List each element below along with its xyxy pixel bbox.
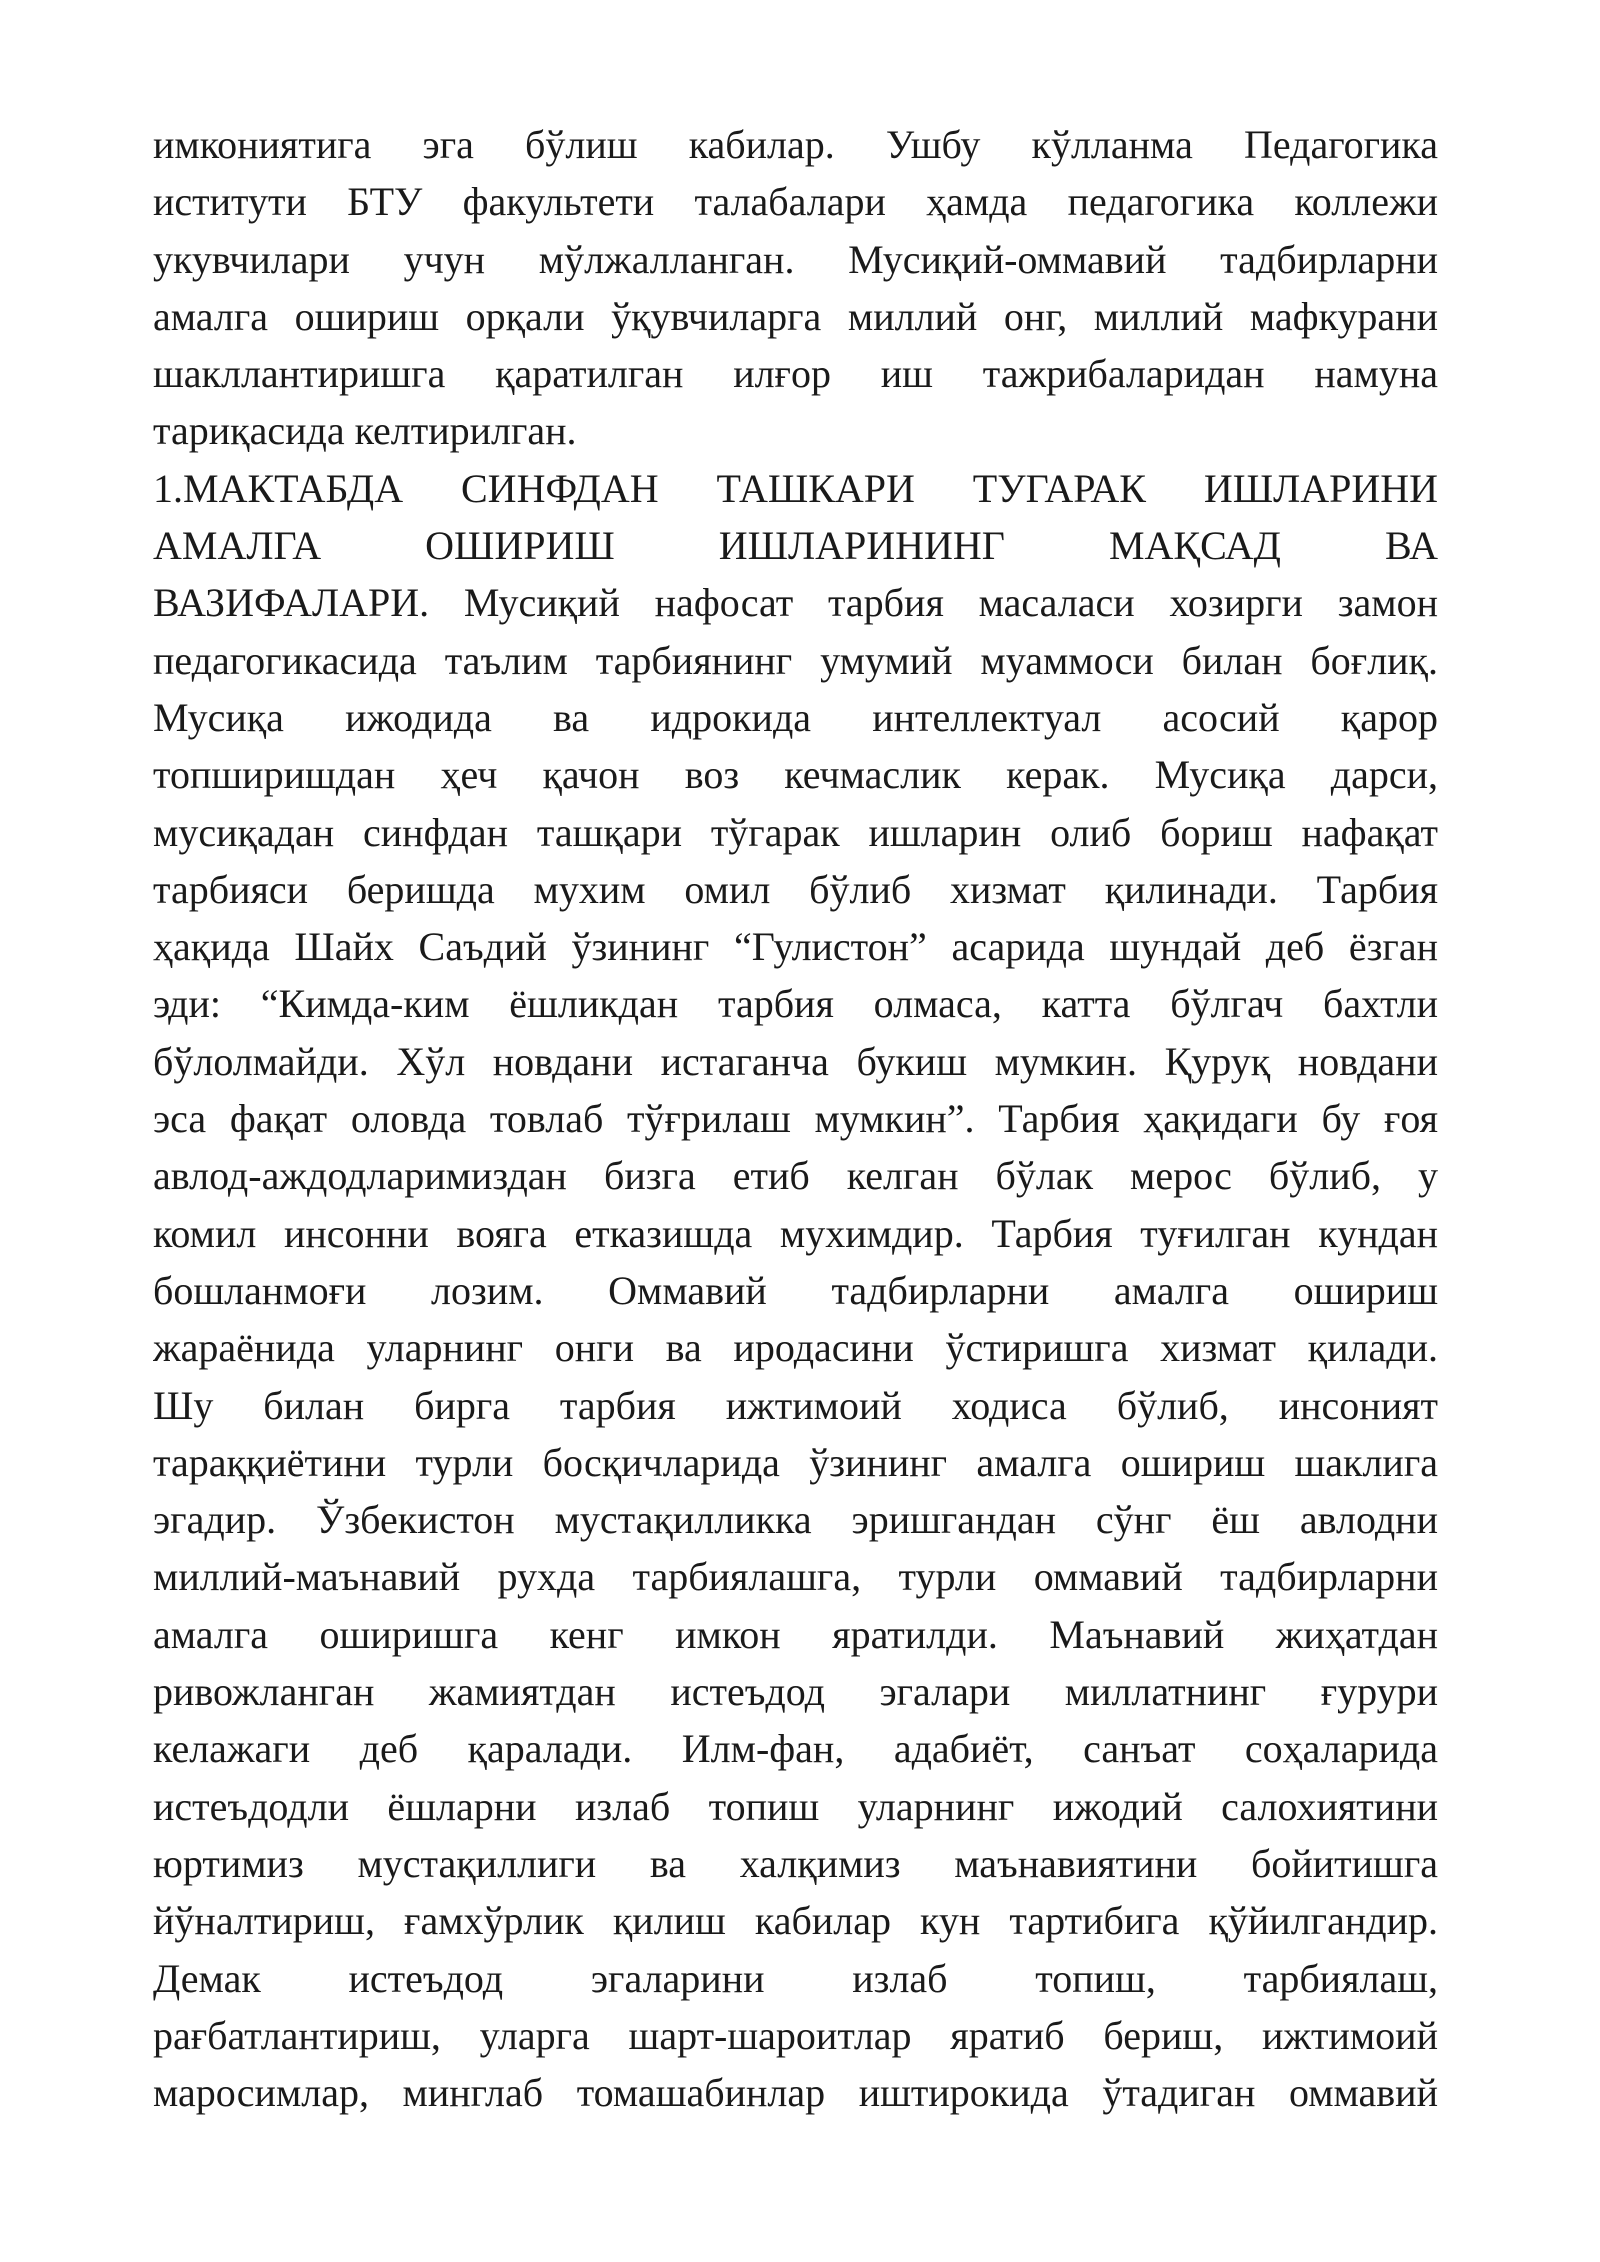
section-heading-line: 1.МАКТАБДА СИНФДАН ТАШКАРИ ТУГАРАК ИШЛАРИНИ: [153, 465, 1438, 511]
text-line: йўналтириш, ғамхўрлик қилиш кабилар кун тартибига қўйилгандир.: [153, 1898, 1438, 1944]
text-line: Шу билан бирга тарбия ижтимоий ходиса бўлиб, инсоният: [153, 1382, 1438, 1428]
text-line: авлод-аждодларимиздан бизга етиб келган бўлак мерос бўлиб, у: [153, 1153, 1438, 1199]
text-line: укувчилари учун мўлжалланган. Мусиқий-оммавий тадбирларни: [153, 236, 1438, 282]
text-line: тариқасида келтирилган.: [153, 408, 577, 454]
text-line: мусиқадан синфдан ташқари тўгарак ишларин олиб бориш нафақат: [153, 809, 1438, 855]
text-line: тараққиётини турли босқичларида ўзининг амалга ошириш шаклига: [153, 1439, 1438, 1485]
text-line: шакллантиришга қаратилган илғор иш тажрибаларидан намуна: [153, 351, 1438, 397]
text-line: тарбияси беришда мухим омил бўлиб хизмат қилинади. Тарбия: [153, 866, 1438, 912]
text-line: эгадир. Ўзбекистон мустақилликка эришгандан сўнг ёш авлодни: [153, 1497, 1438, 1543]
text-line: эди: “Кимда-ким ёшликдан тарбия олмаса, катта бўлгач бахтли: [153, 981, 1438, 1027]
text-line: келажаги деб қаралади. Илм-фан, адабиёт, санъат соҳаларида: [153, 1726, 1438, 1772]
text-line: бўлолмайди. Хўл новдани истаганча букиш мумкин. Қуруқ новдани: [153, 1038, 1438, 1084]
text-line: топширишдан ҳеч қачон воз кечмаслик керак. Мусиқа дарси,: [153, 752, 1438, 798]
text-line: ҳақида Шайх Саъдий ўзининг “Гулистон” асарида шундай деб ёзган: [153, 924, 1438, 970]
text-line: ВАЗИФАЛАРИ. Мусиқий нафосат тарбия масаласи хозирги замон: [153, 580, 1438, 626]
text-line: амалга оширишга кенг имкон яратилди. Маънавий жиҳатдан: [153, 1611, 1438, 1657]
text-line: ривожланган жамиятдан истеъдод эгалари миллатнинг ғурури: [153, 1669, 1438, 1715]
text-line: комил инсонни вояга етказишда мухимдир. Тарбия туғилган кундан: [153, 1210, 1438, 1256]
text-line: имкониятига эга бўлиш кабилар. Ушбу кўлланма Педагогика: [153, 122, 1438, 167]
text-line: истеъдодли ёшларни излаб топиш уларнинг ижодий салохиятини: [153, 1783, 1438, 1829]
text-line: эса фақат оловда товлаб тўғрилаш мумкин”. Тарбия ҳақидаги бу ғоя: [153, 1096, 1438, 1142]
text-line: маросимлар, минглаб томашабинлар иштирокида ўтадиган оммавий: [153, 2070, 1438, 2116]
text-line: Демак истеъдод эгаларини излаб топиш, тарбиялаш,: [153, 1955, 1438, 2001]
document-page: [153, 116, 1438, 2121]
text-line: педагогикасида таълим тарбиянинг умумий муаммоси билан боғлиқ.: [153, 637, 1438, 683]
text-line: жараёнида уларнинг онги ва иродасини ўстиришга хизмат қилади.: [153, 1325, 1438, 1371]
section-heading-line: АМАЛГА ОШИРИШ ИШЛАРИНИНГ МАҚСАД ВА: [153, 523, 1438, 569]
text-line: амалга ошириш орқали ўқувчиларга миллий онг, миллий мафкурани: [153, 293, 1438, 339]
text-line: Мусиқа ижодида ва идрокида интеллектуал асосий қарор: [153, 694, 1438, 740]
text-line: иститути БТУ факультети талабалари ҳамда педагогика коллежи: [153, 179, 1438, 225]
text-line: бошланмоғи лозим. Оммавий тадбирларни амалга ошириш: [153, 1267, 1438, 1313]
text-line: миллий-маънавий рухда тарбиялашга, турли оммавий тадбирларни: [153, 1554, 1438, 1600]
text-line: юртимиз мустақиллиги ва халқимиз маънавиятини бойитишга: [153, 1840, 1438, 1886]
text-line: рағбатлантириш, уларга шарт-шароитлар яратиб бериш, ижтимоий: [153, 2012, 1438, 2058]
